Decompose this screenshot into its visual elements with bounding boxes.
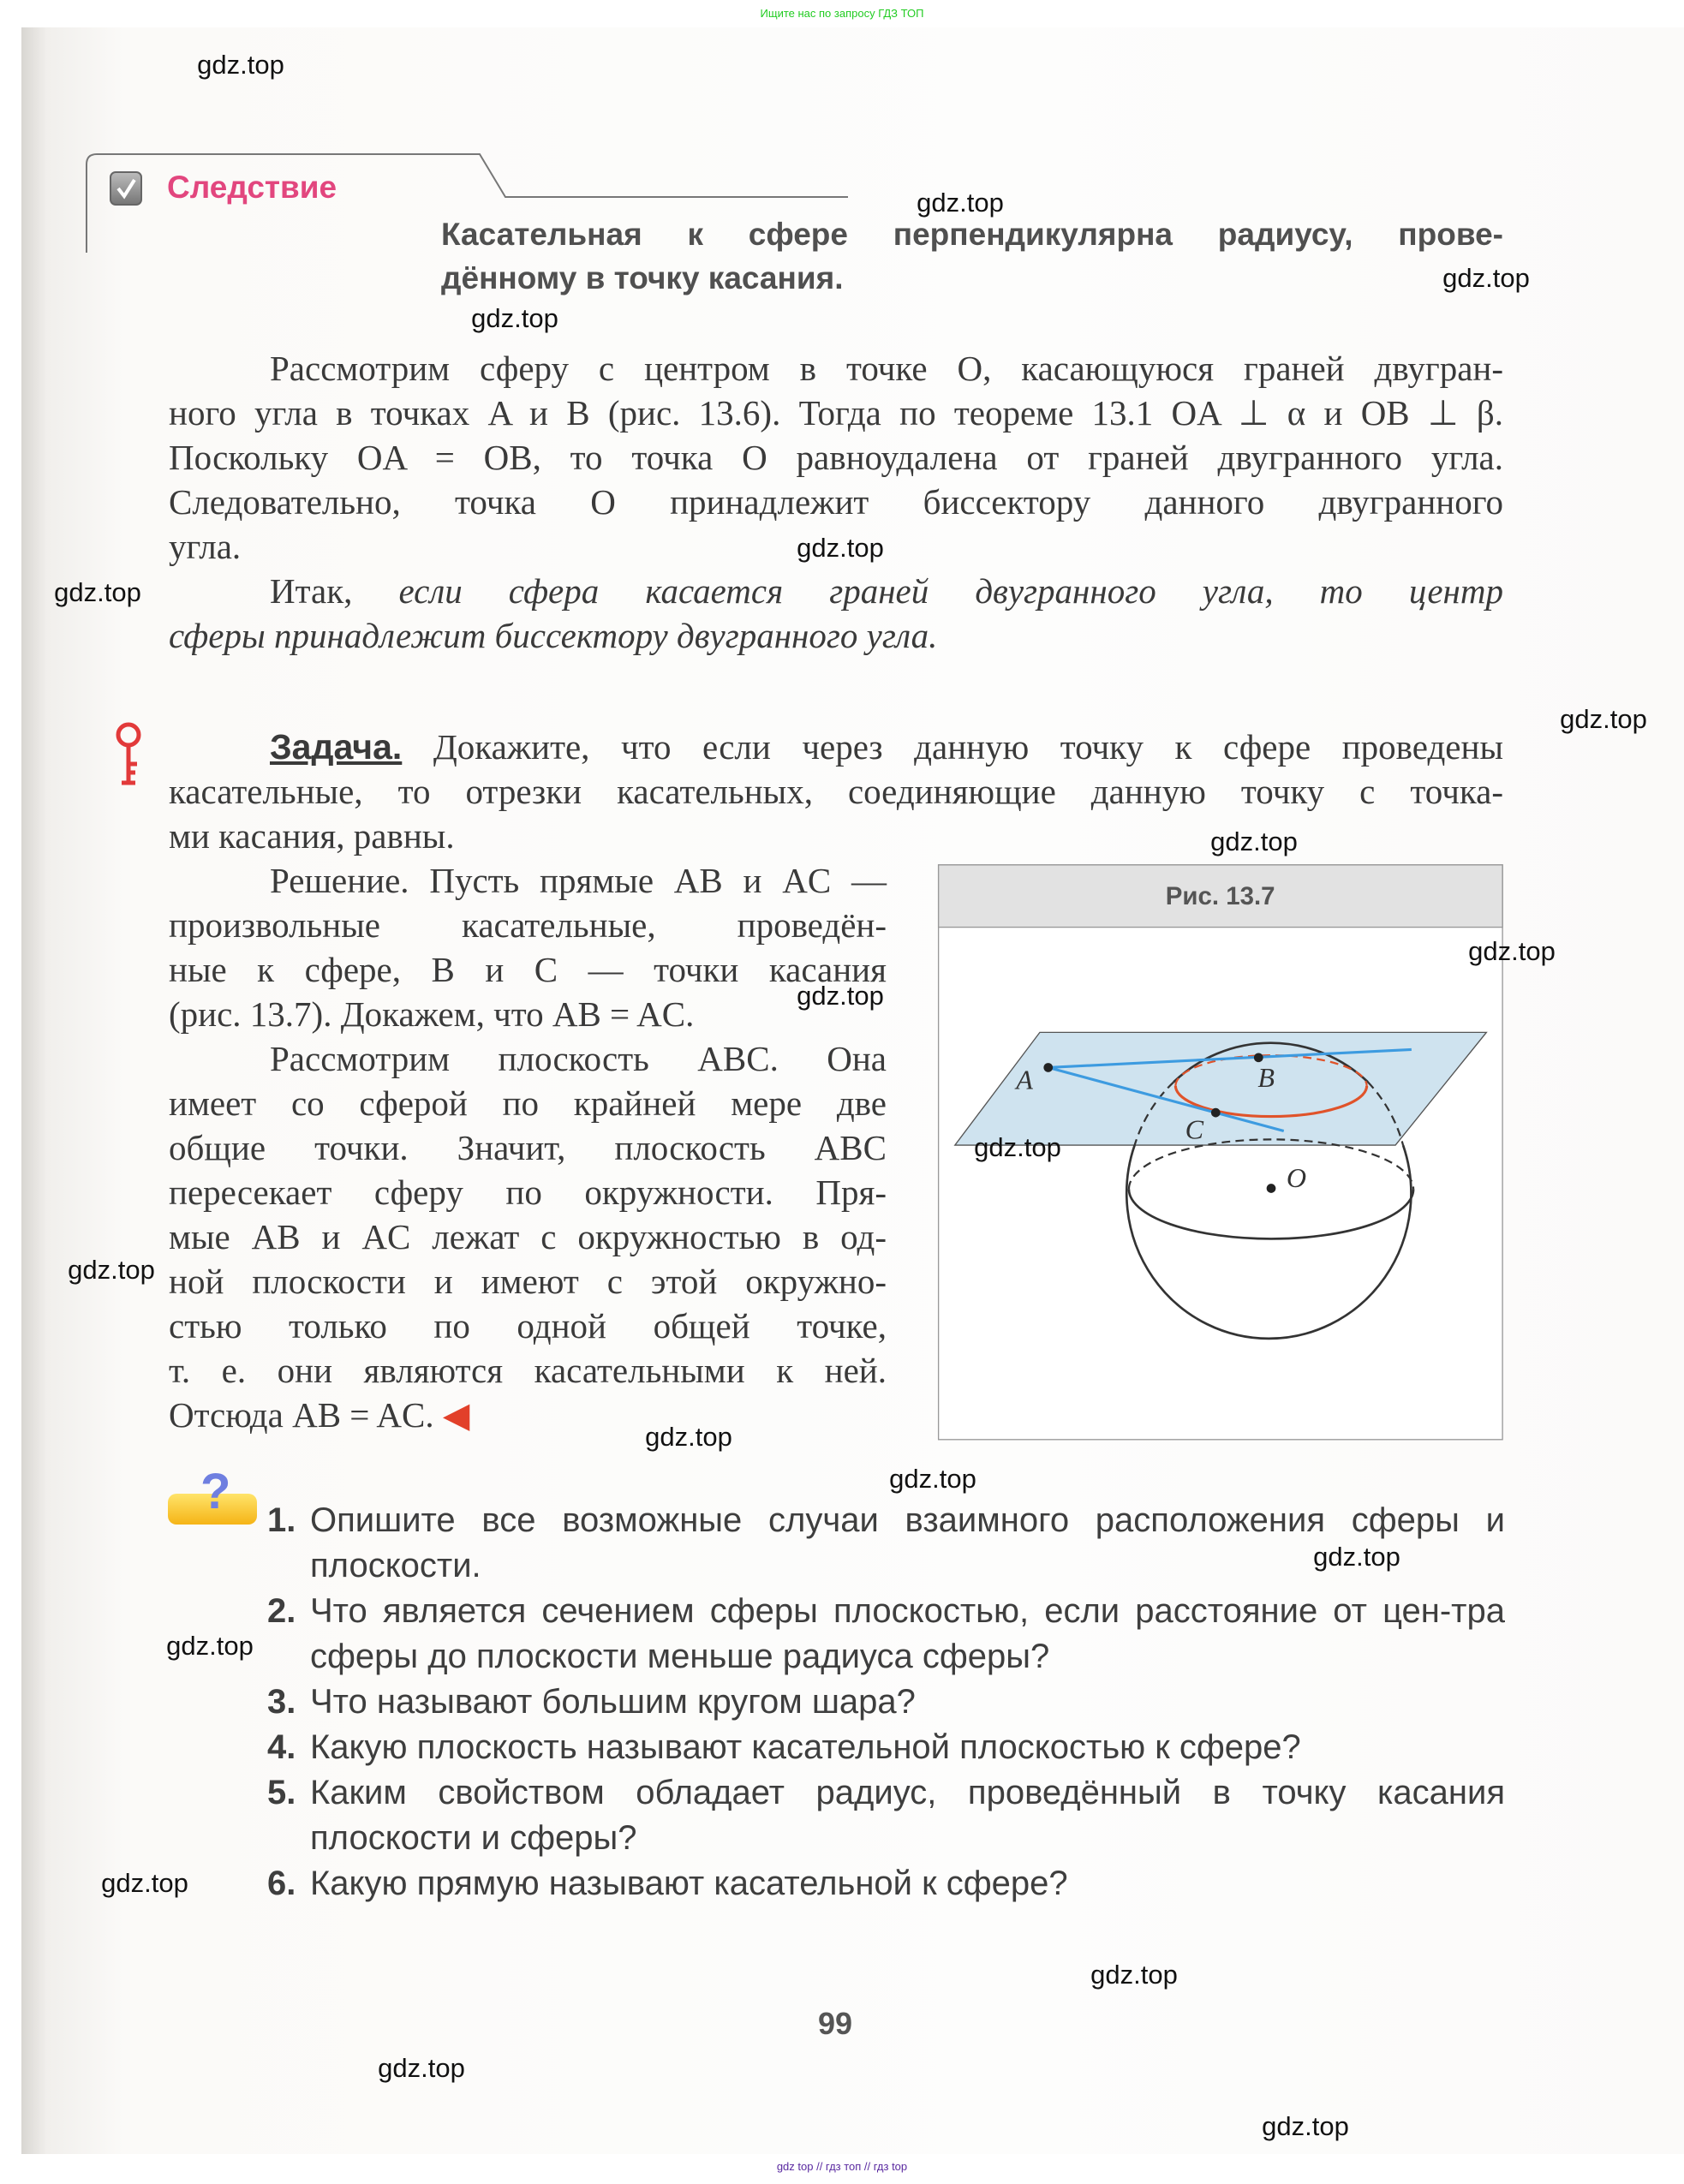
watermark: gdz.top xyxy=(471,303,558,333)
text-line: Решение. Пусть прямые AB и AC — xyxy=(270,861,887,900)
question-text: Что является сечением сферы плоскостью, если расстояние от цен-тра сферы до плоскости меньше радиуса сферы? xyxy=(310,1592,1505,1675)
corollary-title: Следствие xyxy=(167,170,337,205)
task-block xyxy=(169,725,1503,858)
watermark: gdz.top xyxy=(1468,936,1556,966)
text-line: Рассмотрим сферу с центром в точке O, касающуюся граней двугран- xyxy=(270,349,1503,388)
text-line: пересекает сферу по окружности. Пря- xyxy=(169,1173,887,1212)
question-number: 5. xyxy=(267,1774,296,1811)
point-B xyxy=(1254,1053,1263,1062)
text-line: общие точки. Значит, плоскость ABC xyxy=(169,1128,887,1167)
statement-line: Касательная к сфере перпендикулярна радиусу, прове- xyxy=(441,217,1503,252)
question-number: 3. xyxy=(267,1683,296,1721)
point-O xyxy=(1267,1184,1276,1193)
text-line: Рассмотрим плоскость ABC. Она xyxy=(270,1039,887,1078)
label-O: O xyxy=(1286,1162,1307,1194)
text-line: имеет со сферой по крайней мере две xyxy=(169,1083,887,1123)
watermark: gdz.top xyxy=(917,188,1004,218)
checkmark-icon xyxy=(110,171,142,206)
top-search-note: Ищите нас по запросу ГДЗ ТОП xyxy=(760,7,924,20)
text-line: стью только по одной общей точке, xyxy=(169,1306,887,1346)
text-line: угла. xyxy=(169,527,242,566)
text-line: ные к сфере, B и C — точки касания xyxy=(169,950,887,989)
task-label: Задача. xyxy=(270,727,403,767)
question-text: Что называют большим кругом шара? xyxy=(310,1683,916,1721)
watermark: gdz.top xyxy=(974,1132,1061,1162)
question-item xyxy=(267,1770,1505,1861)
text-line xyxy=(169,1393,887,1437)
question-item xyxy=(267,1725,1505,1770)
text-line: (рис. 13.7). Докажем, что AB = AC. xyxy=(169,994,695,1034)
italic-conclusion: если сфера касается граней двугранного угла, то центр xyxy=(398,571,1503,611)
watermark: gdz.top xyxy=(1090,1960,1178,1990)
question-number: 2. xyxy=(267,1592,296,1630)
question-text: Какую плоскость называют касательной плоскостью к сфере? xyxy=(310,1728,1301,1766)
label-C: C xyxy=(1185,1113,1204,1145)
watermark: gdz.top xyxy=(889,1464,976,1494)
paragraph-1 xyxy=(169,346,1503,658)
question-text: Какую прямую называют касательной к сфере? xyxy=(310,1865,1068,1902)
question-icon: ? xyxy=(168,1475,257,1530)
key-icon xyxy=(110,721,152,790)
text-line: касательные, то отрезки касательных, соединяющие данную точку с точка- xyxy=(169,772,1503,811)
watermark: gdz.top xyxy=(797,533,884,563)
watermark: gdz.top xyxy=(378,2053,465,2083)
figure-caption: Рис. 13.7 xyxy=(1165,881,1275,910)
watermark: gdz.top xyxy=(101,1868,188,1898)
corollary-statement xyxy=(441,212,1503,300)
point-A xyxy=(1043,1063,1053,1072)
question-number: 4. xyxy=(267,1728,296,1766)
bottom-note: gdz top // гдз топ // гдз top xyxy=(776,2160,908,2173)
watermark: gdz.top xyxy=(1210,826,1298,856)
watermark: gdz.top xyxy=(1262,2111,1349,2141)
text-line: сферы принадлежит биссектору двугранного угла. xyxy=(169,616,938,655)
question-number: 1. xyxy=(267,1501,296,1539)
question-item xyxy=(267,1861,1505,1907)
label-A: A xyxy=(1016,1064,1033,1095)
task-text: Докажите, что если через данную точку к сфере проведены xyxy=(402,727,1503,767)
text-line: Следовательно, точка O принадлежит биссектору данного двугранного xyxy=(169,482,1503,522)
page-number: 99 xyxy=(817,2006,853,2041)
text-line: ми касания, равны. xyxy=(169,816,455,856)
question-item xyxy=(267,1589,1505,1680)
lead-word: Итак, xyxy=(270,571,399,611)
watermark: gdz.top xyxy=(1560,704,1647,734)
text-line xyxy=(169,569,1503,613)
label-B: B xyxy=(1257,1062,1275,1094)
text-line: т. е. они являются касательными к ней. xyxy=(169,1351,887,1390)
solution-block xyxy=(169,858,887,1437)
text-line xyxy=(169,725,1503,769)
watermark: gdz.top xyxy=(645,1422,732,1452)
watermark: gdz.top xyxy=(68,1255,155,1285)
text-line: ной плоскости и имеют с этой окружно- xyxy=(169,1262,887,1301)
statement-line: дённому в точку касания. xyxy=(441,260,844,295)
question-text: Опишите все возможные случаи взаимного расположения сферы и плоскости. xyxy=(310,1501,1505,1584)
point-C xyxy=(1211,1108,1221,1118)
watermark: gdz.top xyxy=(197,50,284,80)
question-text: Каким свойством обладает радиус, проведённый в точку касания плоскости и сферы? xyxy=(310,1774,1505,1857)
watermark: gdz.top xyxy=(1442,263,1530,293)
end-of-proof-icon: ◀ xyxy=(442,1395,470,1435)
text-line: ного угла в точках A и B (рис. 13.6). Тогда по теореме 13.1 OA ⊥ α и OB ⊥ β. xyxy=(169,393,1503,433)
watermark: gdz.top xyxy=(166,1631,254,1661)
watermark: gdz.top xyxy=(54,577,141,607)
watermark: gdz.top xyxy=(797,981,884,1011)
solution-end: Отсюда AB = AC. xyxy=(169,1395,434,1435)
text-line: Поскольку OA = OB, то точка O равноудалена от граней двугранного угла. xyxy=(169,438,1503,477)
text-line: мые AB и AC лежат с окружностью в од- xyxy=(169,1217,887,1256)
text-line: произвольные касательные, проведён- xyxy=(169,905,887,945)
watermark: gdz.top xyxy=(1313,1542,1400,1572)
question-number: 6. xyxy=(267,1865,296,1902)
question-item xyxy=(267,1680,1505,1725)
